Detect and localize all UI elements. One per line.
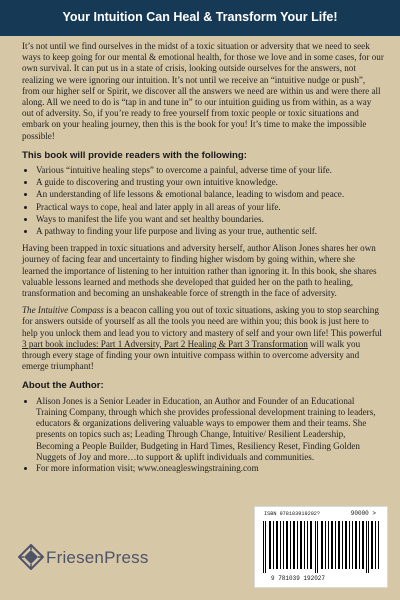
author-story-paragraph: Having been trapped in toxic situations and adversity herself, author Alison Jones shares her own journey of facing fear and uncertainty to finding higher wisdom by going within, where she learned the importance of listening to her intuition rather than ignoring it. In this book, she shares valuable lessons learned and methods she developed that guided her on the path to healing, transformation and becoming an unshakeable force of strength in the face of adversity. xyxy=(22,243,377,299)
book-description-part-1: is a beacon calling you out of toxic situations, asking you to stop searching for answers outside of yourself as all the tools you need are within you; this book is just here to help you unlock them and lead you to victory and mastery of self and your own life! This powerful xyxy=(22,305,382,338)
isbn-barcode-block xyxy=(254,506,388,588)
benefit-item-3: • An understanding of life lessons & emotional balance, leading to wisdom and peace. xyxy=(36,189,384,200)
isbn-label: ISBN 978103919202? xyxy=(264,511,321,517)
book-description-paragraph xyxy=(22,305,384,372)
back-cover-body xyxy=(22,41,384,474)
book-description-part-2: will walk you through every stage of finding your own intuitive compass within to overcome adversity and emerge triumphant! xyxy=(22,338,361,372)
author-bio-item: • Alison Jones is a Senior Leader in Education, an Author and Founder of an Educational Training Company, through which she provides professional development training to leaders, educators & organizations delivering valuable ways to empower them and their teams. She presents on topics such as; Leading Through Change, Intuitive/ Resilient Leadership, Becoming a People Builder, Budgeting in Hard Times, Resiliency Reset, Finding Golden Nuggets of Joy and more…to support & uplift individuals and communities. xyxy=(36,396,384,463)
author-website-item: • For more information visit; www.oneagleswingstraining.com xyxy=(36,463,384,474)
publisher-logo xyxy=(18,544,178,574)
intro-paragraph: It’s not until we find ourselves in the midst of a toxic situation or adversity that we need to seek ways to keep going for our mental & emotional health, for those we love and in some cases, for our own survival. It can put us in a state of crisis, looking outside ourselves for the answers, not realizing we were ignoring our intuition. It’s not until we receive an “intuitive nudge or push”, from our higher self or Spirit, we discover all the answers we need are within us and were there all along. All we need to do is “tap in and tune in” to our intuition guiding us from within, as a way out of adversity. So, if you’re ready to free yourself from toxic people or toxic situations and embark on your healing journey, then this is the book for you! It’s time to make the impossible possible! xyxy=(22,41,384,141)
benefit-item-1: • Various “intuitive healing steps” to overcome a painful, adverse time of your life. xyxy=(36,165,384,176)
about-author-heading: About the Author: xyxy=(22,380,104,392)
benefit-item-4: • Practical ways to cope, heal and later apply in all areas of your life. xyxy=(36,202,384,213)
publisher-name: FriesenPress xyxy=(46,548,149,567)
barcode-icon xyxy=(261,521,381,573)
benefit-item-6: • A pathway to finding your life purpose and living as your true, authentic self. xyxy=(36,226,384,237)
benefits-list xyxy=(22,165,384,237)
about-author-list xyxy=(22,396,384,474)
back-cover-title: Your Intuition Can Heal & Transform Your Life! xyxy=(62,10,338,24)
benefit-item-5: • Ways to manifest the life you want and set healthy boundaries. xyxy=(36,214,384,225)
benefits-heading: This book will provide readers with the following: xyxy=(22,149,247,161)
book-title-italic: The Intuitive Compass xyxy=(22,305,104,316)
barcode-number: 9 781039 192027 xyxy=(271,575,326,582)
benefit-item-2: • A guide to discovering and trusting your own intuitive knowledge. xyxy=(36,177,384,188)
price-code: 90000 > xyxy=(350,510,376,517)
book-structure-underline: 3 part book includes: Part 1 Adversity, Part 2 Healing & Part 3 Transformation xyxy=(22,338,308,349)
friesenpress-logo-icon xyxy=(18,544,44,570)
